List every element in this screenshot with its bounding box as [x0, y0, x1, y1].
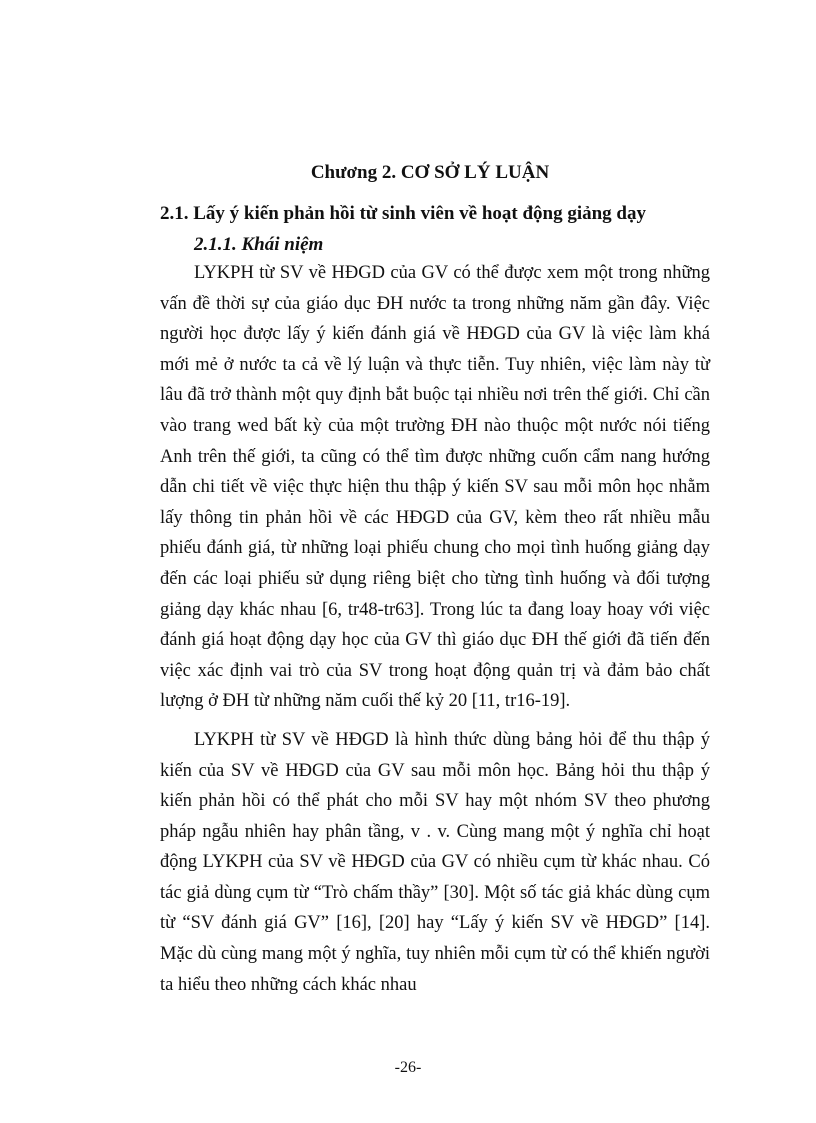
- body-text: [160, 258, 710, 1000]
- section-heading: 2.1. Lấy ý kiến phản hồi từ sinh viên về hoạt động giảng dạy: [160, 203, 647, 224]
- subsection-heading: 2.1.1. Khái niệm: [194, 234, 324, 255]
- paragraph-1: LYKPH từ SV về HĐGD của GV có thể được xem một trong những vấn đề thời sự của giáo dục ĐH nước ta trong những năm gần đây. Việc người học được lấy ý kiến đánh giá về HĐGD của GV là việc làm khá mới mẻ ở nước ta cả về lý luận và thực tiễn. Tuy nhiên, việc làm này từ lâu đã trở thành một quy định bắt buộc tại nhiều nơi trên thế giới. Chỉ cần vào trang wed bất kỳ của một trường ĐH nào thuộc một nước nói tiếng Anh trên thế giới, ta cũng có thể tìm được những cuốn cẩm nang hướng dẫn chi tiết về việc thực hiện thu thập ý kiến SV sau mỗi môn học nhằm lấy thông tin phản hồi về các HĐGD của GV, kèm theo rất nhiều mẫu phiếu đánh giá, từ những loại phiếu chung cho mọi tình huống giảng dạy đến các loại phiếu sử dụng riêng biệt cho từng tình huống và đối tượng giảng dạy khác nhau [6, tr48-tr63]. Trong lúc ta đang loay hoay với việc đánh giá hoạt động dạy học của GV thì giáo dục ĐH thế giới đã tiến đến việc xác định vai trò của SV trong hoạt động quản trị và đảm bảo chất lượng ở ĐH từ những năm cuối thế kỷ 20 [11, tr16-19].: [160, 263, 710, 712]
- page-number: -26-: [394, 1059, 422, 1076]
- paragraph-2: LYKPH từ SV về HĐGD là hình thức dùng bảng hỏi để thu thập ý kiến của SV về HĐGD của GV sau mỗi môn học. Bảng hỏi thu thập ý kiến phản hồi có thể phát cho mỗi SV hay một nhóm SV theo phương pháp ngẫu nhiên hay phân tầng, v . v. Cùng mang một ý nghĩa chỉ hoạt động LYKPH của SV về HĐGD của GV có nhiều cụm từ khác nhau. Có tác giả dùng cụm từ “Trò chấm thầy” [30]. Một số tác giả khác dùng cụm từ “SV đánh giá GV” [16], [20] hay “Lấy ý kiến SV về HĐGD” [14]. Mặc dù cùng mang một ý nghĩa, tuy nhiên mỗi cụm từ có thể khiến người ta hiểu theo những cách khác nhau: [160, 729, 710, 995]
- chapter-title: Chương 2. CƠ SỞ LÝ LUẬN: [310, 162, 550, 183]
